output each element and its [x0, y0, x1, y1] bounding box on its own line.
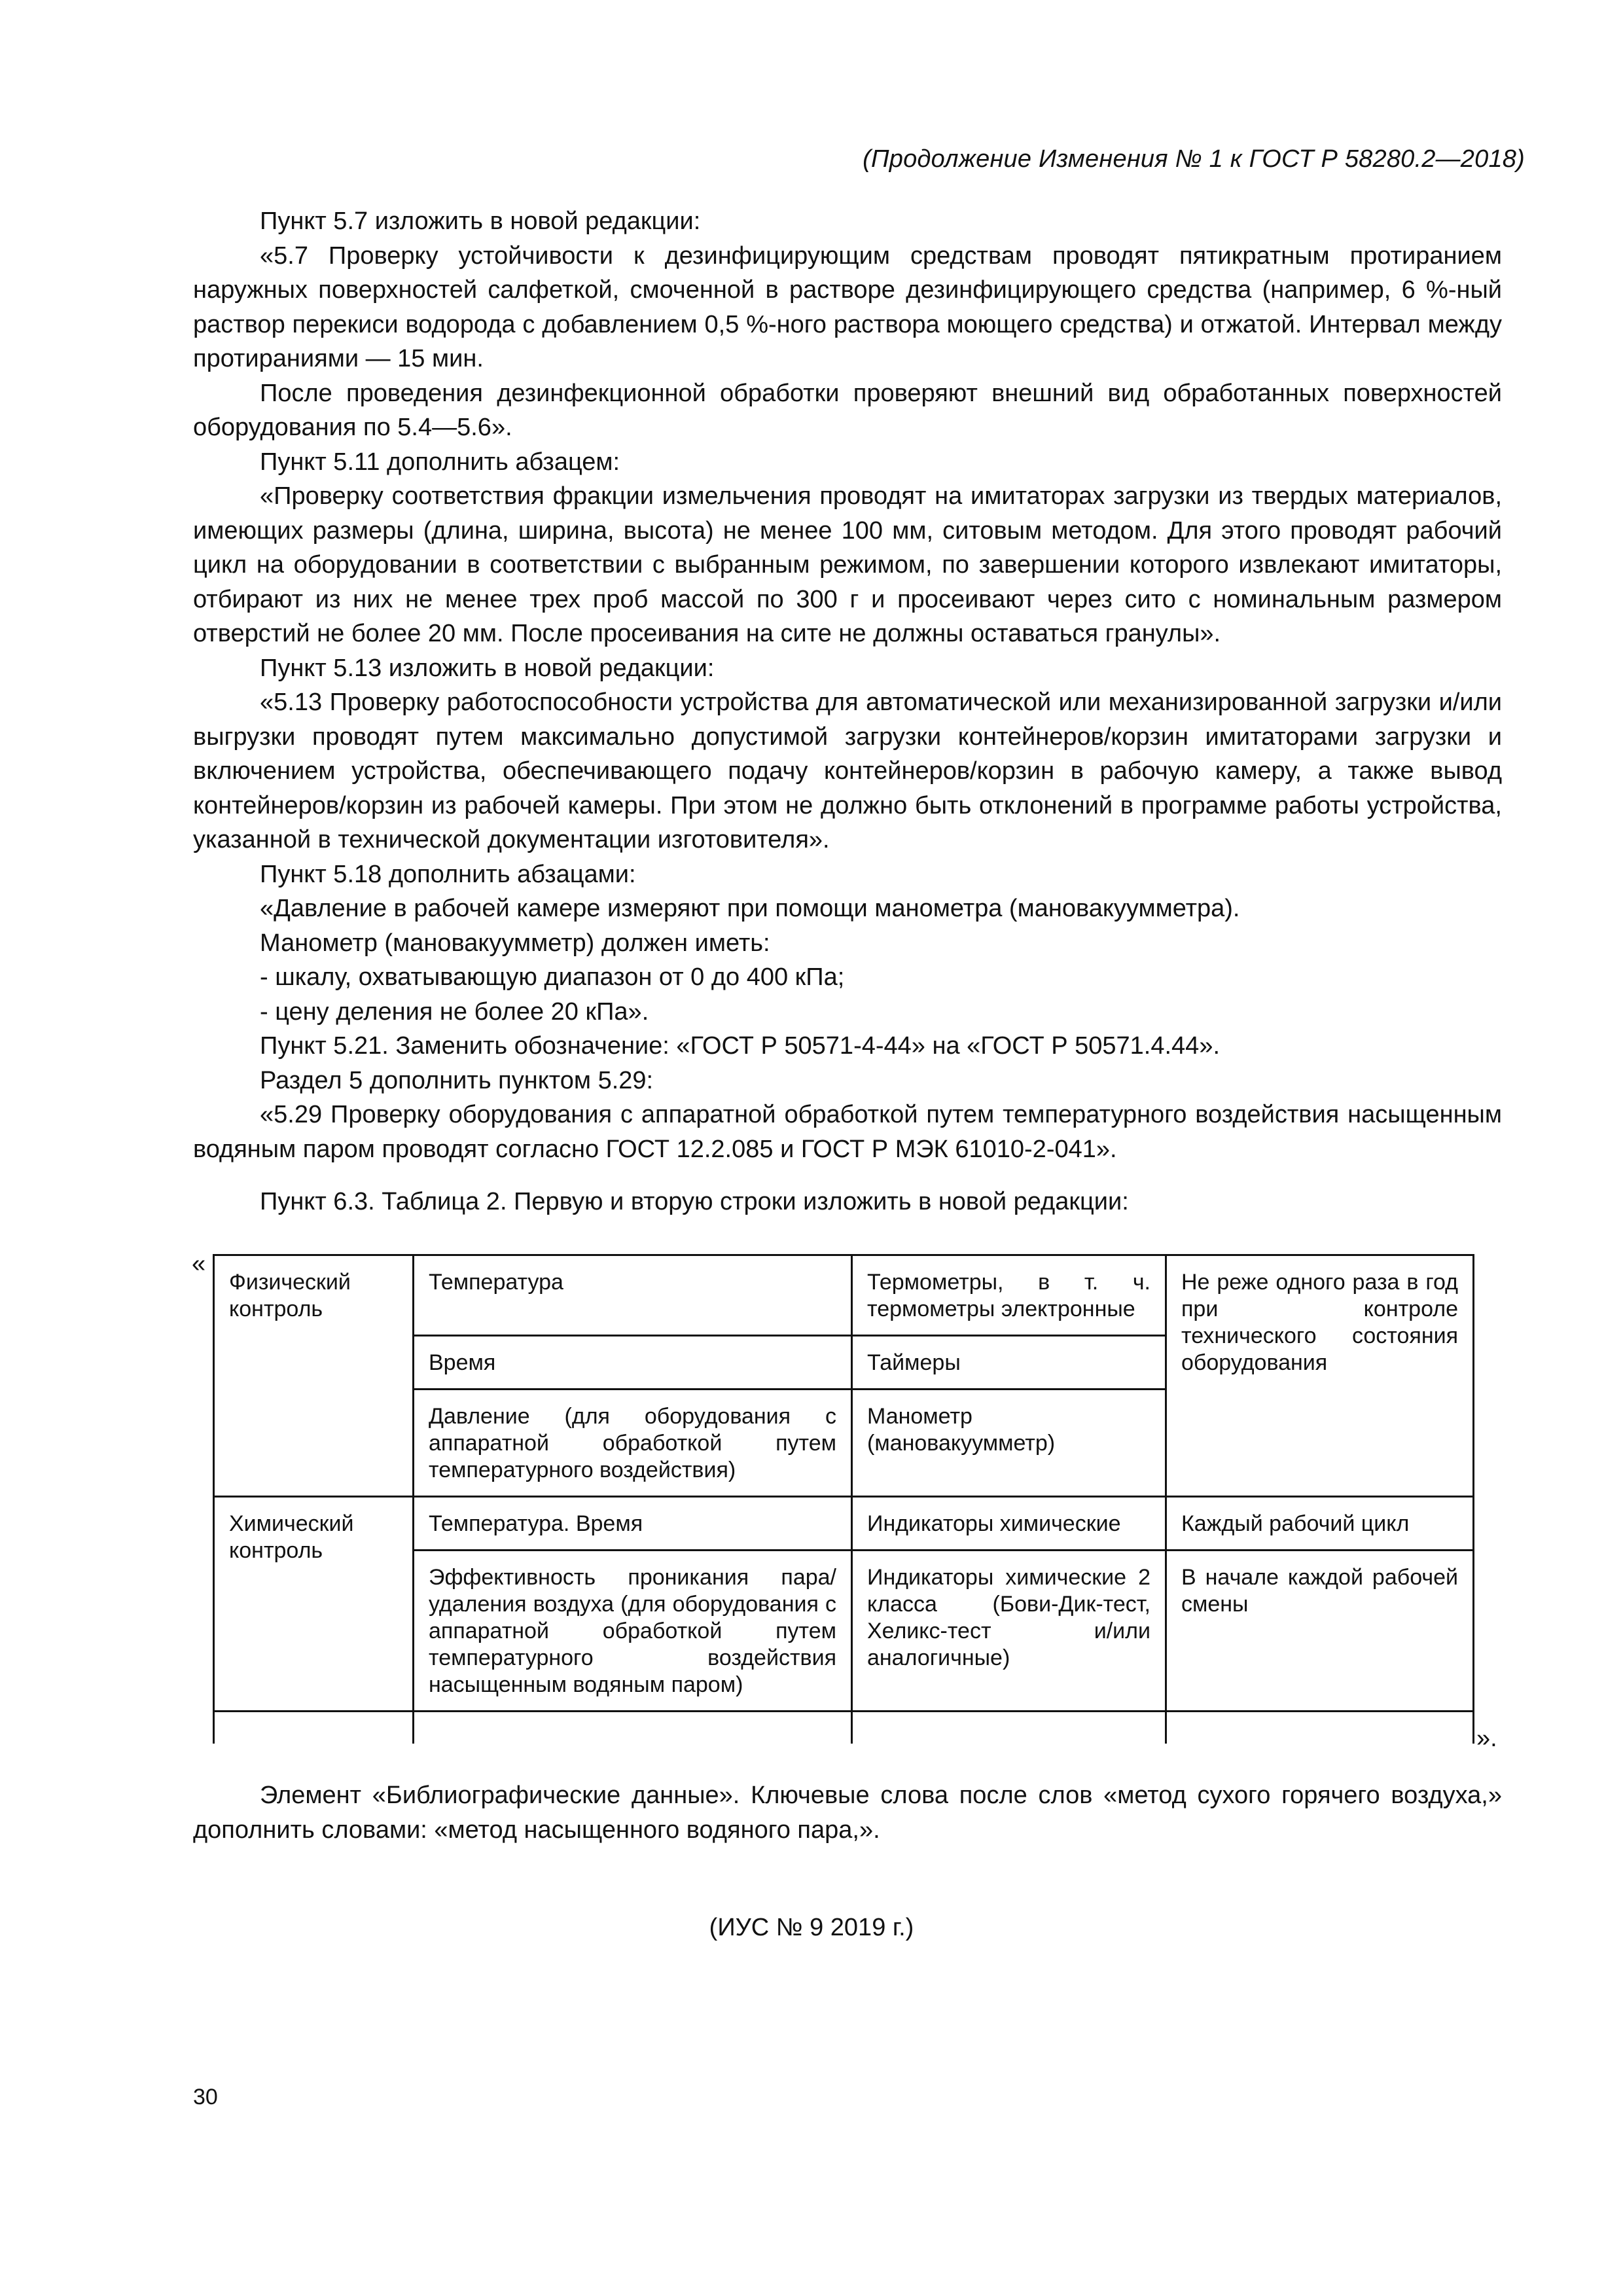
- paragraph: Пункт 5.7 изложить в новой редакции:: [260, 207, 701, 235]
- paragraph: «5.13 Проверку работоспособности устройства для автоматической или механизированной загрузки и/или выгрузки проводят путем максимально допустимой загрузки контейнеров/корзин имитаторами загрузки и включением устройства, обеспечивающего подачу контейнеров/корзин в рабочую камеру, а также вывод контейнеров/корзин из рабочей камеры. При этом не должно быть отклонений в программе работы устройства, указанной в технической документации изготовителя».: [193, 689, 1502, 853]
- paragraph: Манометр (мановакуумметр) должен иметь:: [260, 929, 770, 957]
- paragraph: Раздел 5 дополнить пунктом 5.29:: [260, 1066, 654, 1094]
- table-cell: Давление (для оборудования с аппаратной обработкой путем температурного воздействия): [414, 1390, 852, 1497]
- table-cell: [414, 1712, 852, 1744]
- table-cell: Индикаторы химические: [852, 1497, 1166, 1551]
- table-cell: Манометр (мановакуумметр): [852, 1390, 1166, 1497]
- table-cell: Химический контроль: [214, 1497, 414, 1712]
- paragraph: Пункт 5.18 дополнить абзацами:: [260, 860, 636, 888]
- paragraph: После проведения дезинфекционной обработки проверяют внешний вид обработанных поверхностей оборудования по 5.4—5.6».: [193, 379, 1502, 441]
- table-row: [214, 1497, 1474, 1551]
- ius-reference: (ИУС № 9 2019 г.): [709, 1914, 914, 1941]
- table-row-empty: [214, 1712, 1474, 1744]
- page-header: (Продолжение Изменения № 1 к ГОСТ Р 58280.2—2018): [863, 145, 1525, 173]
- table-cell: Физический контроль: [214, 1255, 414, 1497]
- table-cell: Индикаторы химические 2 класса (Бови-Дик-тест, Хеликс-тест и/или аналогичные): [852, 1551, 1166, 1712]
- paragraph: Элемент «Библиографические данные». Ключевые слова после слов «метод сухого горячего воздуха,» дополнить словами: «метод насыщенного водяного пара,».: [193, 1782, 1502, 1844]
- paragraph: Пункт 5.21. Заменить обозначение: «ГОСТ Р 50571-4-44» на «ГОСТ Р 50571.4.44».: [260, 1032, 1221, 1060]
- table-cell: Температура. Время: [414, 1497, 852, 1551]
- table-cell: Термометры, в т. ч. термометры электронные: [852, 1255, 1166, 1336]
- table-cell: Таймеры: [852, 1336, 1166, 1390]
- paragraph: - цену деления не более 20 кПа».: [260, 997, 649, 1026]
- footer-text: [193, 1778, 1502, 1847]
- table-open-quote: «: [192, 1250, 206, 1278]
- paragraph: Пункт 5.13 изложить в новой редакции:: [260, 654, 715, 682]
- table-cell: Каждый рабочий цикл: [1166, 1497, 1474, 1551]
- paragraph: Пункт 5.11 дополнить абзацем:: [260, 448, 620, 476]
- main-text: [193, 204, 1502, 1219]
- paragraph: «5.7 Проверку устойчивости к дезинфицирующим средствам проводят пятикратным протиранием наружных поверхностей салфеткой, смоченной в растворе дезинфицирующего средства (например, 6 %-ный раствор перекиси водорода с добавлением 0,5 %-ного раствора моющего средства) и отжатой. Интервал между протираниями — 15 мин.: [193, 242, 1502, 372]
- table-cell: Эффективность проникания пара/удаления воздуха (для оборудования с аппаратной обработкой путем температурного воздействия насыщенным водяным паром): [414, 1551, 852, 1712]
- table-cell: В начале каждой рабочей смены: [1166, 1551, 1474, 1712]
- paragraph: - шкалу, охватывающую диапазон от 0 до 400 кПа;: [260, 963, 845, 991]
- table-close-quote: ».: [1476, 1725, 1497, 1752]
- control-table: [213, 1254, 1474, 1744]
- paragraph: «Проверку соответствия фракции измельчения проводят на имитаторах загрузки из твердых материалов, имеющих размеры (длина, ширина, высота) не менее 100 мм, ситовым методом. Для этого проводят рабочий цикл на оборудовании в соответствии с выбранным режимом, по завершении которого извлекают имитаторы, отбирают из них не менее трех проб массой по 300 г и просеивают через сито с номинальным размером отверстий не более 20 мм. После просеивания на сите не должны оставаться гранулы».: [193, 482, 1502, 647]
- table-cell: Не реже одного раза в год при контроле технического состояния оборудования: [1166, 1255, 1474, 1497]
- page-number: 30: [193, 2085, 218, 2109]
- paragraph: «Давление в рабочей камере измеряют при помощи манометра (мановакуумметра).: [260, 895, 1240, 922]
- table-row: [214, 1255, 1474, 1336]
- paragraph: «5.29 Проверку оборудования с аппаратной обработкой путем температурного воздействия насыщенным водяным паром проводят согласно ГОСТ 12.2.085 и ГОСТ Р МЭК 61010-2-041».: [193, 1101, 1502, 1163]
- table-cell: Время: [414, 1336, 852, 1390]
- table-cell: Температура: [414, 1255, 852, 1336]
- table-cell: [214, 1712, 414, 1744]
- table-cell: [1166, 1712, 1474, 1744]
- table-cell: [852, 1712, 1166, 1744]
- paragraph: Пункт 6.3. Таблица 2. Первую и вторую строки изложить в новой редакции:: [260, 1188, 1129, 1215]
